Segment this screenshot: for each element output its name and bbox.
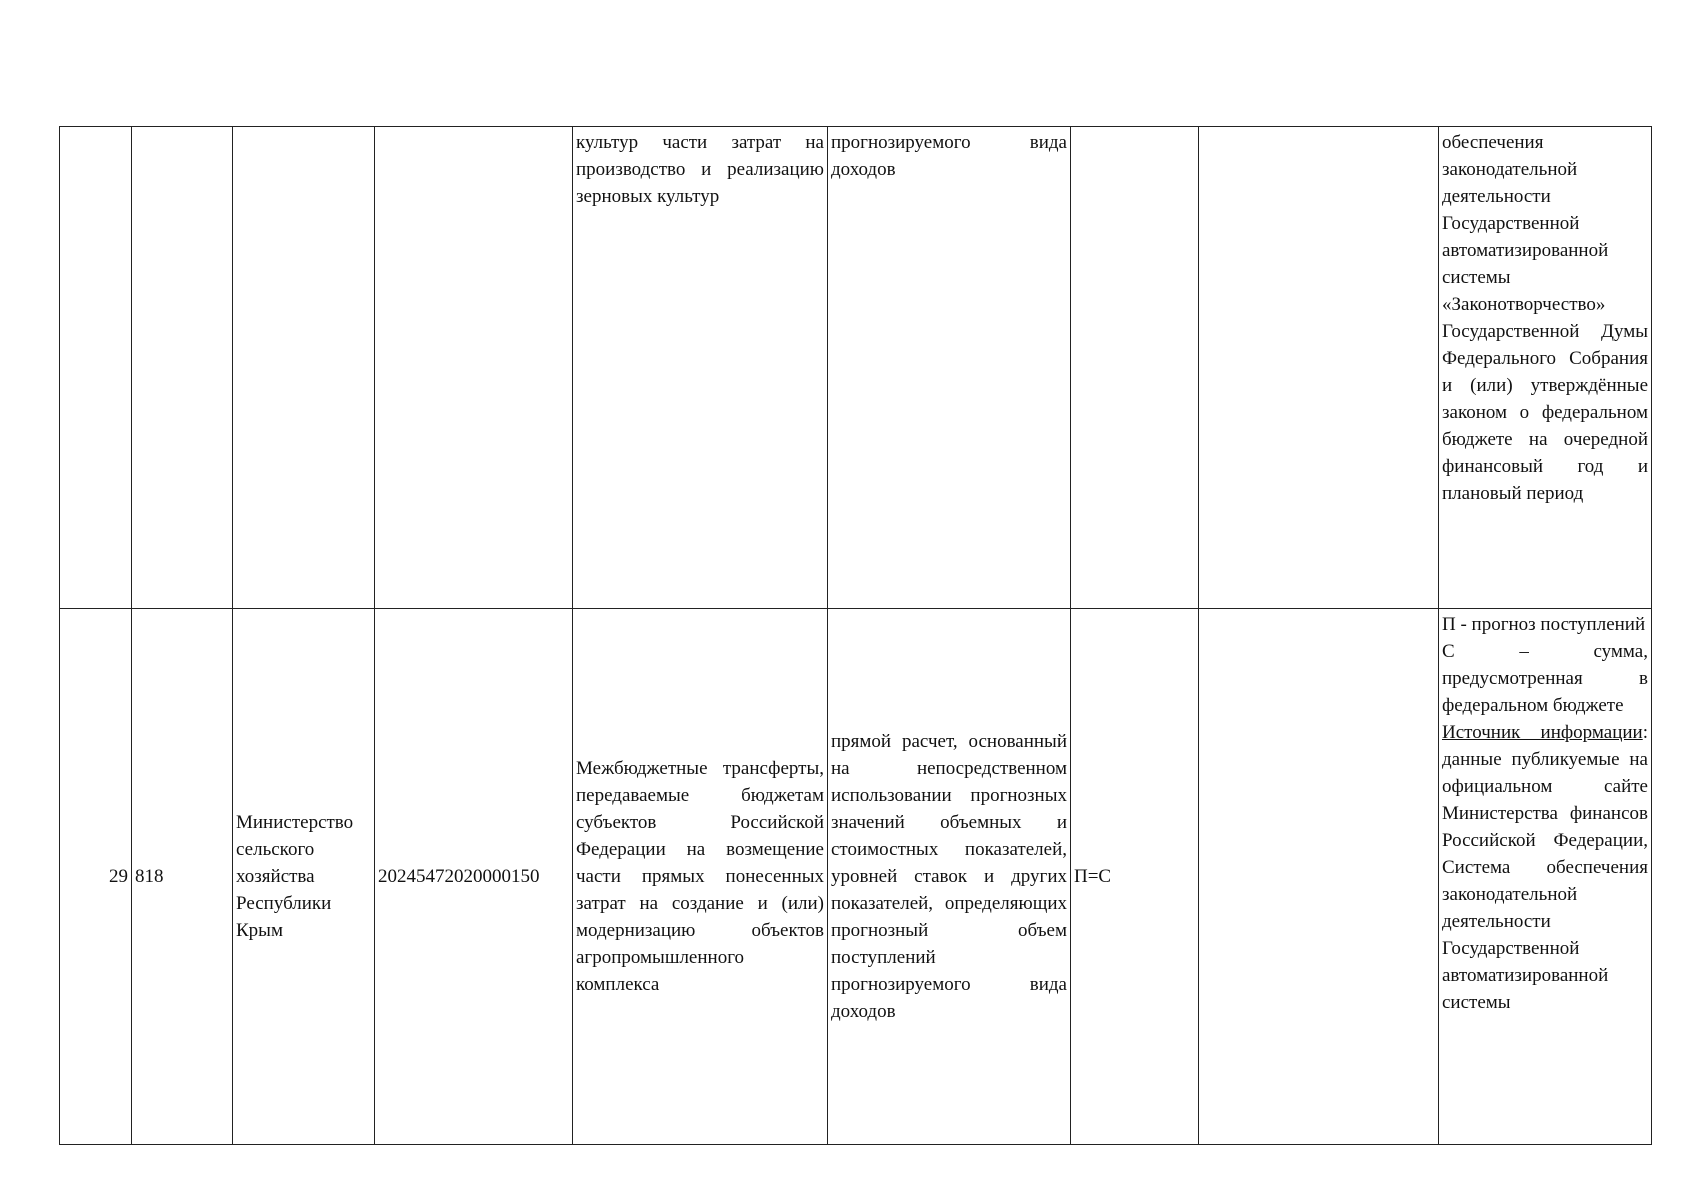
cell-method: прогнозируемого вида доходов bbox=[828, 127, 1071, 609]
cell-kbk: 20245472020000150 bbox=[375, 609, 573, 1145]
cell-notes bbox=[1439, 609, 1652, 1145]
cell-algorithm bbox=[1199, 609, 1439, 1145]
cell-formula bbox=[1071, 127, 1199, 609]
cell-notes: обеспечения законодательной деятельности Государственной автоматизированной системы «Законотворчество» Государственной Думы Федерального Собрания и (или) утверждённые законом о федеральном бюджете на очередной финансовый год и плановый период bbox=[1439, 127, 1652, 609]
cell-administrator: Министерство сельского хозяйства Республики Крым bbox=[233, 609, 375, 1145]
cell-kbk bbox=[375, 127, 573, 609]
cell-formula: П=С bbox=[1071, 609, 1199, 1145]
cell-admin-code: 818 bbox=[132, 609, 233, 1145]
cell-income-name: культур части затрат на производство и реализацию зерновых культур bbox=[573, 127, 828, 609]
notes-forecast-definition: П - прогноз поступлений bbox=[1442, 614, 1646, 635]
source-text: : данные публикуемые на официальном сайте Министерства финансов Российской Федерации, Система обеспечения законодательной деятельности Государственной автоматизированной системы bbox=[1442, 722, 1648, 1013]
notes-sum-definition: С – сумма, предусмотренная в федеральном бюджете bbox=[1442, 641, 1648, 716]
cell-algorithm bbox=[1199, 127, 1439, 609]
cell-admin-code bbox=[132, 127, 233, 609]
cell-method: прямой расчет, основанный на непосредственном использовании прогнозных значений объемных и стоимостных показателей, уровней ставок и других показателей, определяющих прогнозный объем поступлений прогнозируемого вида доходов bbox=[828, 609, 1071, 1145]
table-row bbox=[60, 127, 1652, 609]
cell-number bbox=[60, 127, 132, 609]
source-label: Источник информации bbox=[1442, 722, 1643, 743]
forecast-table bbox=[59, 126, 1652, 1145]
table-row bbox=[60, 609, 1652, 1145]
cell-income-name: Межбюджетные трансферты, передаваемые бюджетам субъектов Российской Федерации на возмещение части прямых понесенных затрат на создание и (или) модернизацию объектов агропромышленного комплекса bbox=[573, 609, 828, 1145]
cell-administrator bbox=[233, 127, 375, 609]
notes-source bbox=[1442, 719, 1648, 1016]
cell-number: 29 bbox=[60, 609, 132, 1145]
